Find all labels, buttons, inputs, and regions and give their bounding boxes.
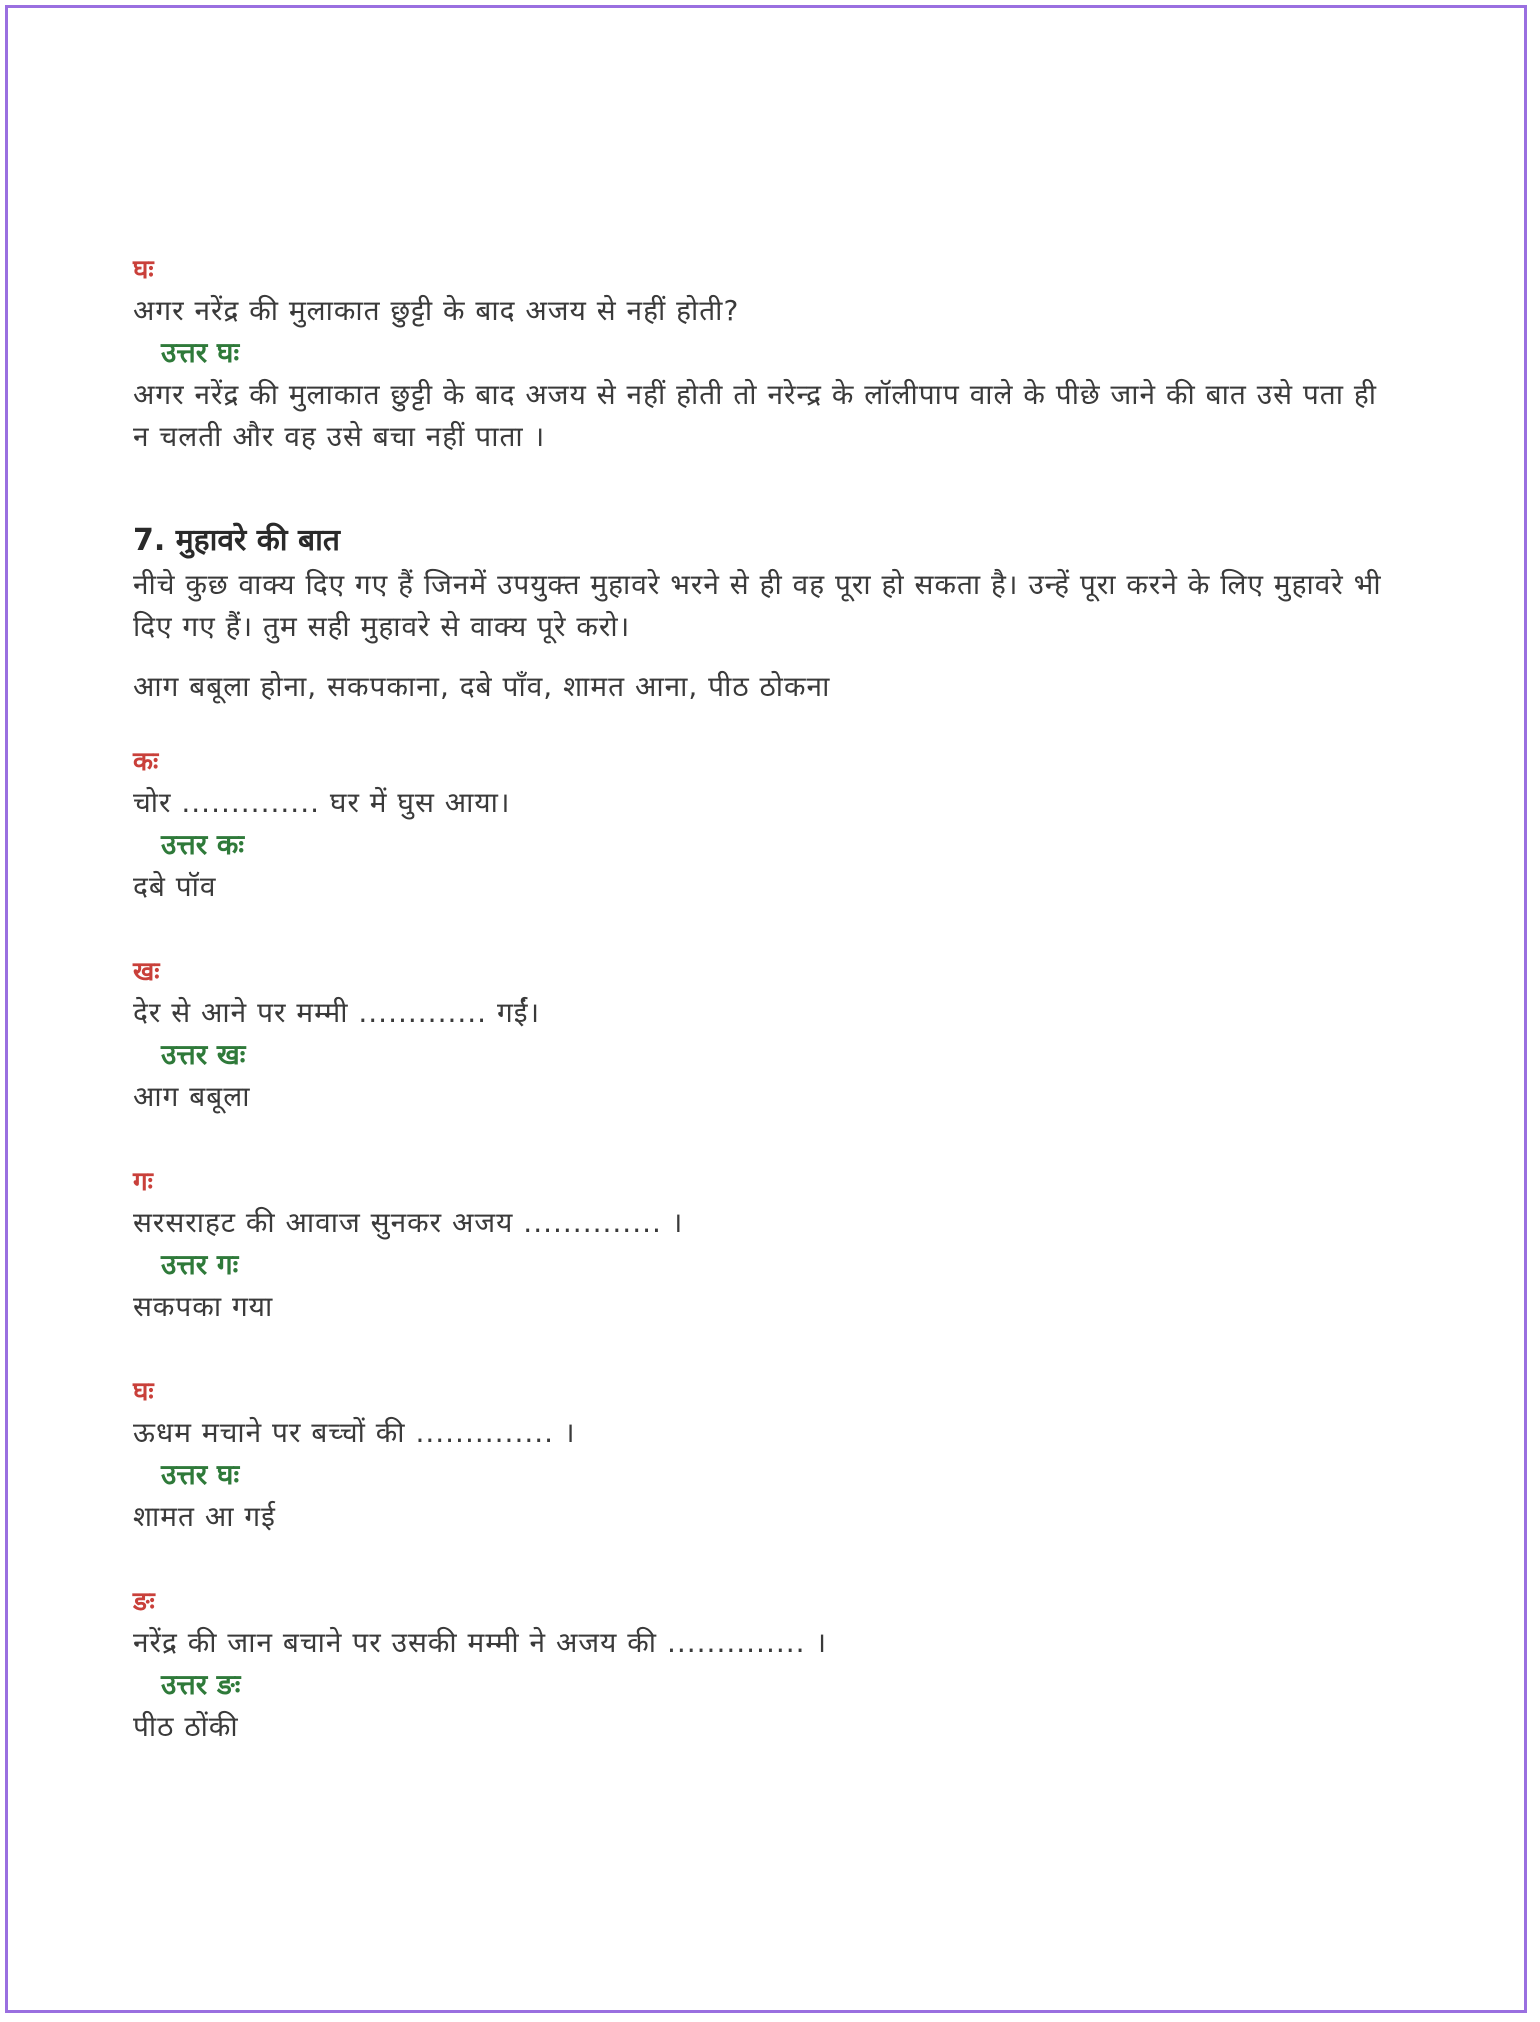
question-block-kha bbox=[133, 952, 1403, 1118]
document-content bbox=[133, 250, 1403, 1792]
answer-label: उत्तर कः bbox=[161, 828, 245, 861]
question-label: घः bbox=[133, 255, 154, 285]
question-block-nga bbox=[133, 1582, 1403, 1748]
section-idioms bbox=[133, 518, 1403, 708]
question-label: गः bbox=[133, 1167, 153, 1197]
answer-text: शामत आ गई bbox=[133, 1500, 276, 1533]
answer-text: आग बबूला bbox=[133, 1080, 251, 1113]
answer-text: दबे पॉव bbox=[133, 870, 217, 903]
section-instruction: नीचे कुछ वाक्य दिए गए हैं जिनमें उपयुक्त मुहावरे भरने से ही वह पूरा हो सकता है। उन्हें पूरा करने के लिए मुहावरे भी दिए गए हैं। तुम सही मुहावरे से वाक्य पूरे करो। bbox=[133, 568, 1382, 643]
answer-text: सकपका गया bbox=[133, 1290, 274, 1323]
question-text: अगर नरेंद्र की मुलाकात छुट्टी के बाद अजय से नहीं होती? bbox=[133, 294, 740, 327]
answer-label: उत्तर खः bbox=[161, 1038, 246, 1071]
answer-label: उत्तर गः bbox=[161, 1248, 239, 1281]
question-text: नरेंद्र की जान बचाने पर उसकी मम्मी ने अजय की .............. । bbox=[133, 1626, 828, 1659]
section-title: 7. मुहावरे की बात bbox=[133, 523, 341, 558]
answer-label: उत्तर घः bbox=[161, 336, 240, 369]
answer-label: उत्तर घः bbox=[161, 1458, 240, 1491]
question-label: ङः bbox=[133, 1587, 155, 1617]
question-label: खः bbox=[133, 957, 160, 987]
question-label: घः bbox=[133, 1377, 154, 1407]
answer-text: पीठ ठोंकी bbox=[133, 1710, 239, 1743]
answer-text: अगर नरेंद्र की मुलाकात छुट्टी के बाद अजय से नहीं होती तो नरेन्द्र के लॉलीपाप वाले के पीछे जाने की बात उसे पता ही न चलती और वह उसे बचा नहीं पाता । bbox=[133, 378, 1378, 453]
question-block-gha-prev bbox=[133, 250, 1403, 458]
question-text: देर से आने पर मम्मी ............. गईं। bbox=[133, 996, 541, 1029]
idiom-list: आग बबूला होना, सकपकाना, दबे पाँव, शामत आना, पीठ ठोकना bbox=[133, 670, 831, 703]
question-block-ga bbox=[133, 1162, 1403, 1328]
question-text: सरसराहट की आवाज सुनकर अजय .............. । bbox=[133, 1206, 684, 1239]
question-text: ऊधम मचाने पर बच्चों की .............. । bbox=[133, 1416, 576, 1449]
question-label: कः bbox=[133, 747, 159, 777]
answer-label: उत्तर ङः bbox=[161, 1668, 241, 1701]
question-block-gha bbox=[133, 1372, 1403, 1538]
question-text: चोर .............. घर में घुस आया। bbox=[133, 786, 511, 819]
question-block-ka bbox=[133, 742, 1403, 908]
